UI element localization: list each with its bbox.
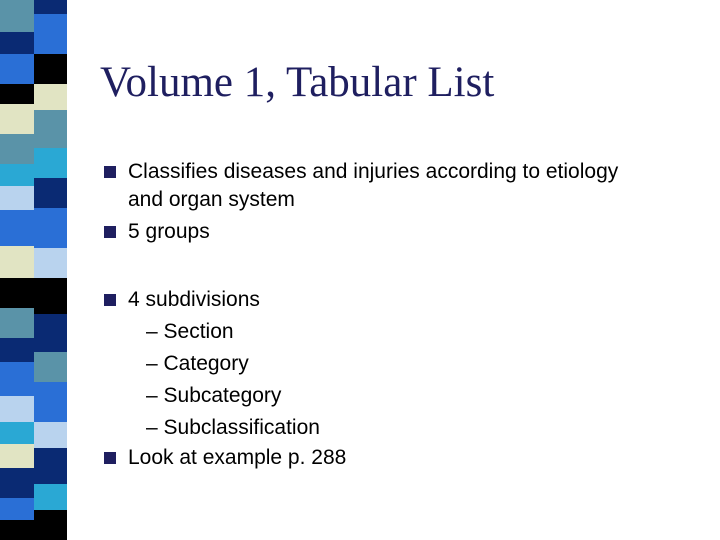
stripe-segment [0,84,34,104]
stripe-segment [0,468,34,498]
stripe-segment [34,352,67,382]
stripe-segment [0,32,34,54]
stripe-segment [0,338,34,362]
stripe-segment [34,148,67,178]
stripe-segment [0,308,34,338]
stripe-segment [0,134,34,164]
stripe-segment [34,382,67,422]
stripe-segment [34,208,67,248]
stripe-segment [0,104,34,134]
stripe-segment [0,396,34,422]
bullet-text: Look at example p. 288 [128,446,347,469]
stripe-segment [0,278,34,308]
stripe-segment [34,278,67,314]
stripe-segment [0,186,34,210]
sub-bullet-text: – Category [146,352,249,375]
stripe-segment [0,362,34,396]
stripe-segment [34,448,67,484]
bullet-text: Classifies diseases and injuries according to etiology [128,160,619,183]
bullet-text: 5 groups [128,220,210,243]
stripe-segment [0,520,34,540]
stripe-segment [0,444,34,468]
bullet-text-continuation: and organ system [128,188,295,211]
stripe-segment [0,498,34,520]
stripe-segment [34,14,67,54]
slide-title: Volume 1, Tabular List [100,59,495,106]
stripe-segment [0,54,34,84]
stripe-segment [0,422,34,444]
stripe-segment [0,164,34,186]
stripe-segment [34,422,67,448]
stripe-segment [34,84,67,110]
sub-bullet-text: – Subclassification [146,416,320,439]
sub-bullet-text: – Section [146,320,234,343]
stripe-segment [34,54,67,84]
square-bullet-icon [104,226,116,238]
stripe-segment [34,110,67,148]
stripe-segment [0,246,34,278]
decorative-stripe [0,0,67,540]
stripe-segment [34,510,67,540]
stripe-segment [0,210,34,246]
stripe-segment [0,0,34,32]
square-bullet-icon [104,166,116,178]
stripe-segment [34,314,67,352]
stripe-segment [34,178,67,208]
square-bullet-icon [104,294,116,306]
stripe-segment [34,248,67,278]
stripe-segment [34,0,67,14]
bullet-text: 4 subdivisions [128,288,260,311]
stripe-segment [34,484,67,510]
sub-bullet-text: – Subcategory [146,384,282,407]
square-bullet-icon [104,452,116,464]
